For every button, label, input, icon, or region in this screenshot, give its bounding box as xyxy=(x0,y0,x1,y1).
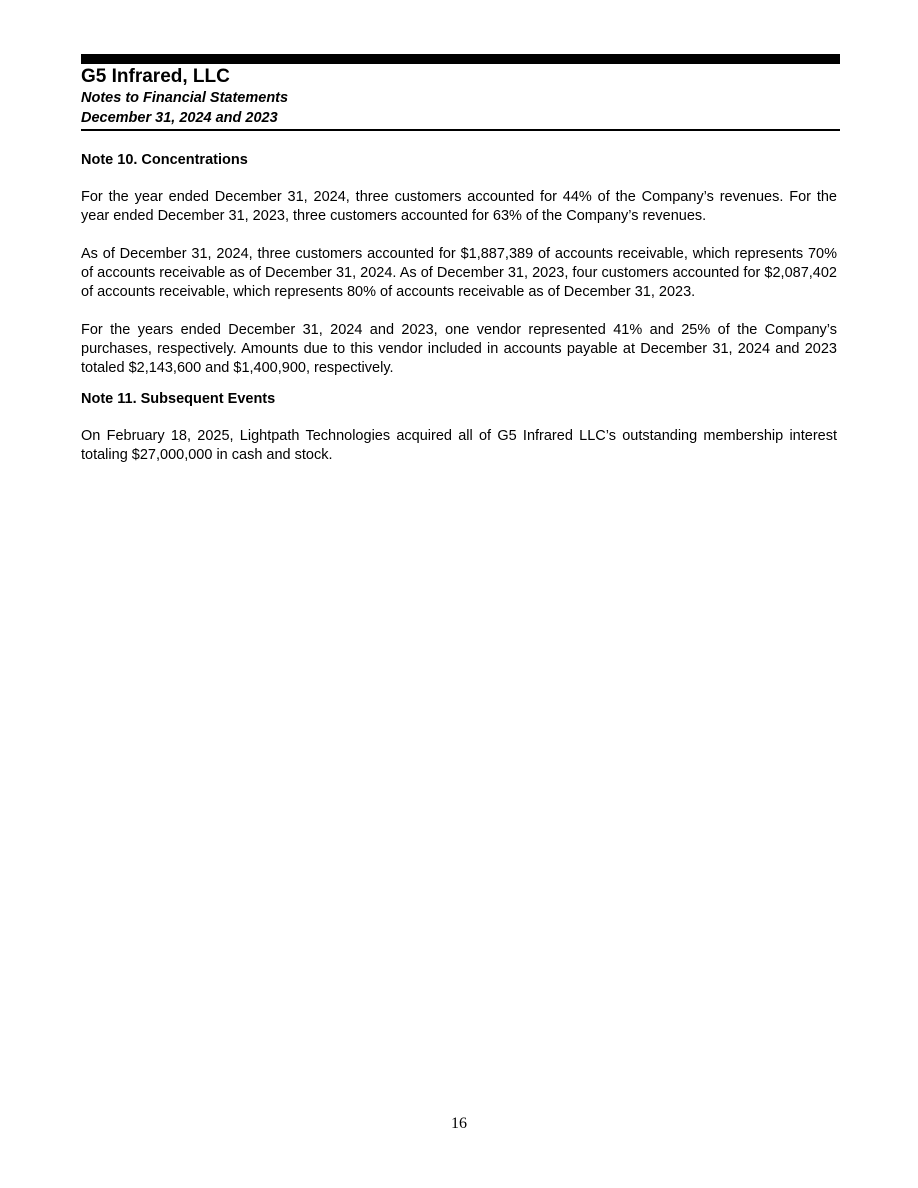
note-11-section xyxy=(81,389,837,465)
notes-content xyxy=(81,150,837,465)
note-11-heading: Note 11. Subsequent Events xyxy=(81,391,276,407)
header-divider xyxy=(81,129,840,131)
note-10-paragraph-2: As of December 31, 2024, three customers accounted for $1,887,389 of accounts receivable, which represents 70% of accounts receivable as of December 31, 2024. As of December 31, 2023, four customers accounted for $2,087,402 of accounts receivable, which represents 80% of accounts receivable as of December 31, 2023. xyxy=(81,246,837,300)
note-11-paragraph-1: On February 18, 2025, Lightpath Technologies acquired all of G5 Infrared LLC’s outstanding membership interest totaling $27,000,000 in cash and stock. xyxy=(81,428,837,463)
note-10-paragraph-3: For the years ended December 31, 2024 and 2023, one vendor represented 41% and 25% of the Company’s purchases, respectively. Amounts due to this vendor included in accounts payable at December 31, 2024 and 2023 totaled $2,143,600 and $1,400,900, respectively. xyxy=(81,322,837,376)
page-number: 16 xyxy=(451,1115,467,1132)
company-name: G5 Infrared, LLC xyxy=(81,66,230,87)
note-10-paragraph-1: For the year ended December 31, 2024, three customers accounted for 44% of the Company’s revenues. For the year ended December 31, 2023, three customers accounted for 63% of the Company’s revenues. xyxy=(81,189,837,224)
header-top-bar xyxy=(81,54,840,64)
note-10-heading: Note 10. Concentrations xyxy=(81,152,248,168)
document-subtitle: Notes to Financial Statements xyxy=(81,90,289,106)
reporting-period: December 31, 2024 and 2023 xyxy=(81,110,278,126)
note-10-section xyxy=(81,150,837,378)
page-header xyxy=(81,66,840,128)
